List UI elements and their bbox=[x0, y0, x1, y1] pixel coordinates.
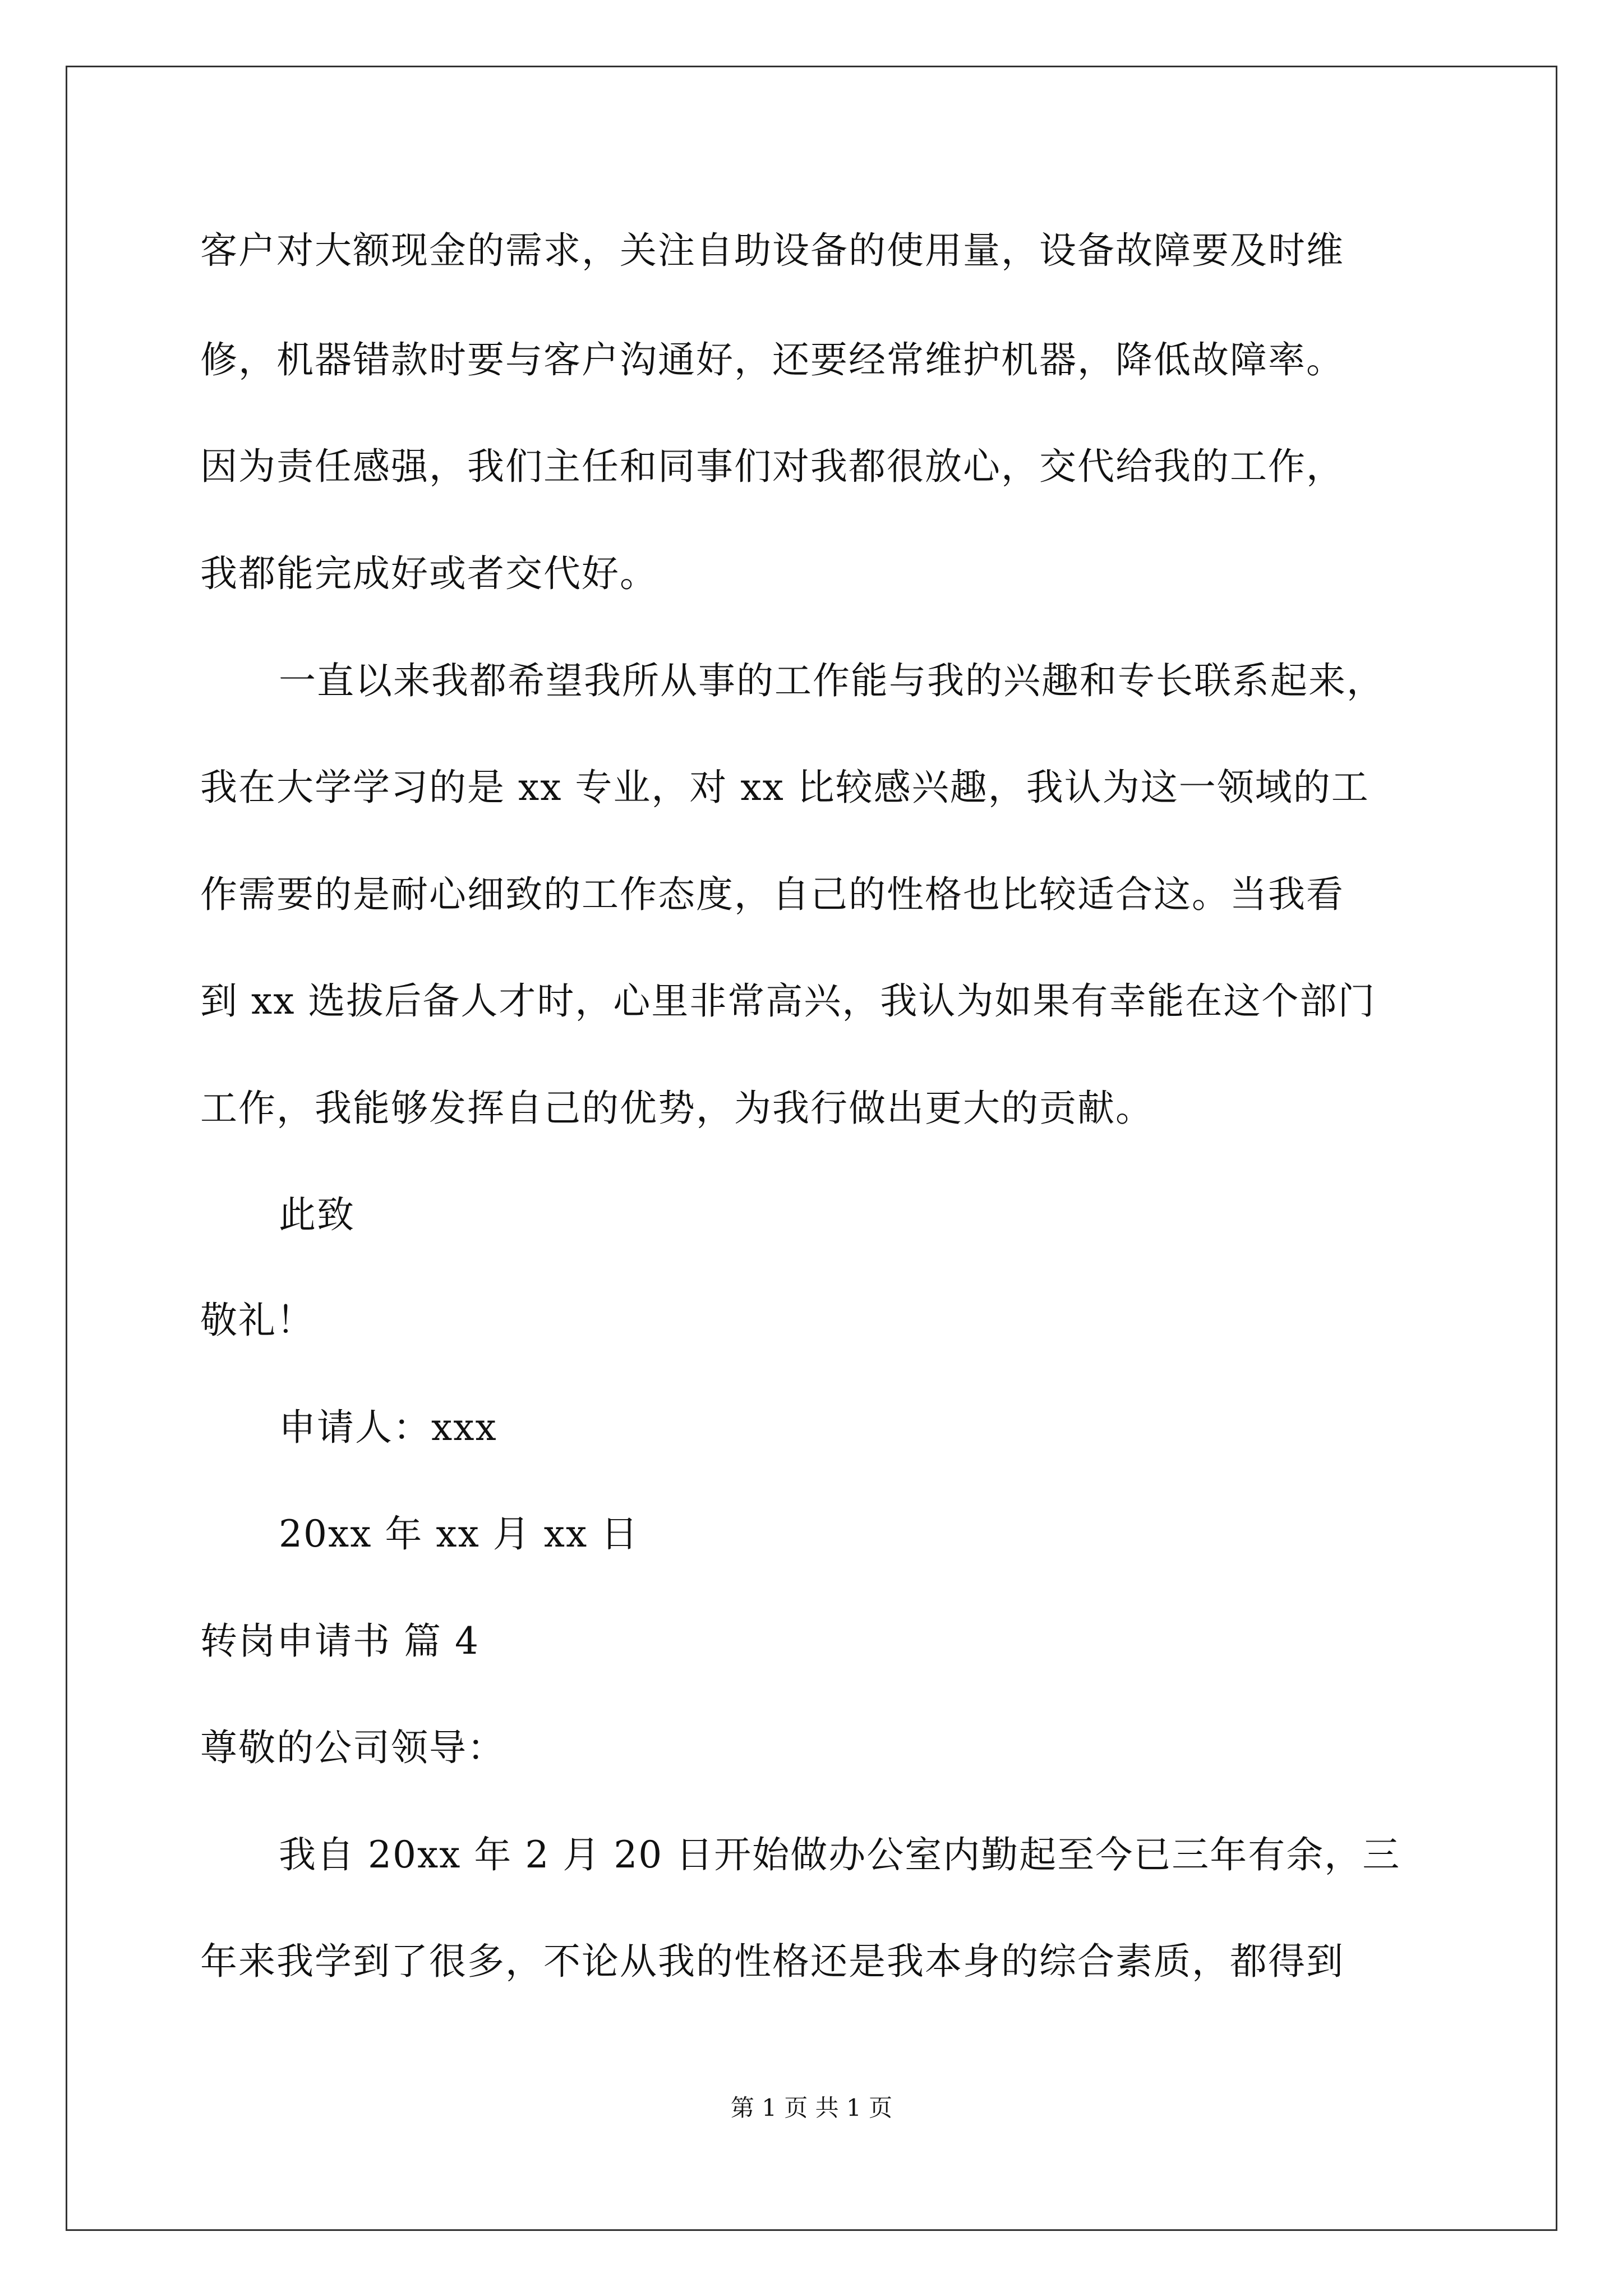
closing-salutation: 此致 bbox=[279, 1193, 355, 1236]
paragraph-line: 我自 20xx 年 2 月 20 日开始做办公室内勤起至今已三年有余，三 bbox=[279, 1833, 1401, 1876]
paragraph-line: 工作，我能够发挥自己的优势，为我行做出更大的贡献。 bbox=[200, 1087, 1154, 1130]
paragraph-line: 一直以来我都希望我所从事的工作能与我的兴趣和专长联系起来， bbox=[279, 659, 1385, 702]
closing-regards: 敬礼！ bbox=[200, 1299, 315, 1342]
paragraph-line: 我在大学学习的是 xx 专业，对 xx 比较感兴趣，我认为这一领域的工 bbox=[200, 766, 1370, 809]
paragraph-line: 修，机器错款时要与客户沟通好，还要经常维护机器，降低故障率。 bbox=[200, 338, 1344, 381]
paragraph-line: 因为责任感强，我们主任和同事们对我都很放心，交代给我的工作， bbox=[200, 445, 1344, 488]
paragraph-line: 到 xx 选拔后备人才时，心里非常高兴，我认为如果有幸能在这个部门 bbox=[200, 979, 1376, 1023]
applicant-signature: 申请人：xxx bbox=[279, 1406, 497, 1449]
paragraph-line: 年来我学到了很多，不论从我的性格还是我本身的综合素质，都得到 bbox=[200, 1940, 1344, 1983]
page-indicator: 第 1 页 共 1 页 bbox=[730, 2094, 893, 2122]
paragraph-line: 我都能完成好或者交代好。 bbox=[200, 552, 658, 595]
paragraph-line: 作需要的是耐心细致的工作态度，自己的性格也比较适合这。当我看 bbox=[200, 873, 1344, 916]
signature-date: 20xx 年 xx 月 xx 日 bbox=[279, 1512, 639, 1556]
section-heading: 转岗申请书 篇 4 bbox=[200, 1619, 479, 1663]
paragraph-line: 客户对大额现金的需求，关注自助设备的使用量，设备故障要及时维 bbox=[200, 229, 1344, 272]
page-frame bbox=[66, 66, 1557, 2231]
letter-greeting: 尊敬的公司领导： bbox=[200, 1726, 505, 1769]
